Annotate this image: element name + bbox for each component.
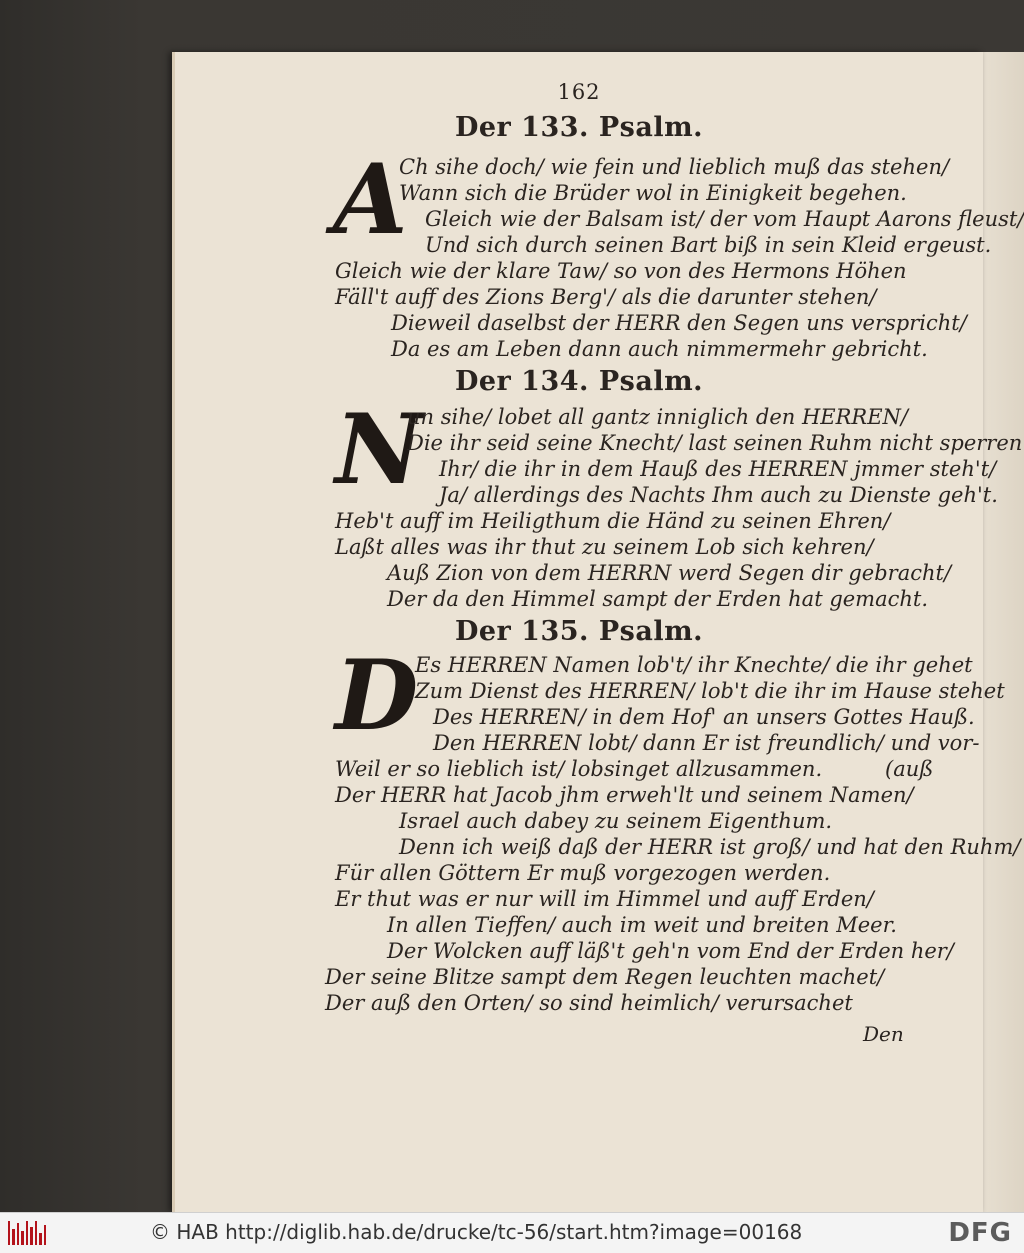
psalm-133-heading: Der 133. Psalm. (454, 112, 704, 143)
copyright-link[interactable]: © HAB http://diglib.hab.de/drucke/tc-56/start.htm?image=00168 (150, 1220, 803, 1244)
page-number: 162 (557, 80, 601, 104)
verse-line: In allen Tieffen/ auch im weit und breiten Meer. (387, 913, 897, 937)
verse-line: Gleich wie der klare Taw/ so von des Hermons Höhen (335, 259, 907, 283)
verse-line: Auß Zion von dem HERRN werd Segen dir gebracht/ (387, 561, 952, 585)
verse-line: un sihe/ lobet all gantz inniglich den HERREN/ (407, 405, 908, 429)
initial-d: D (335, 639, 419, 752)
verse-line: Ch sihe doch/ wie fein und lieblich muß das stehen/ (399, 155, 950, 179)
verse-line: Zum Dienst des HERREN/ lob't die ihr im Hause stehet (415, 679, 1005, 703)
verse-line: Der auß den Orten/ so sind heimlich/ verursachet (325, 991, 853, 1015)
verse-line: Da es am Leben dann auch nimmermehr gebricht. (391, 337, 928, 361)
verse-line: Den HERREN lobt/ dann Er ist freundlich/ und vor- (433, 731, 980, 755)
verse-line: Heb't auff im Heiligthum die Händ zu seinen Ehren/ (335, 509, 891, 533)
verse-line: Die ihr seid seine Knecht/ last seinen Ruhm nicht sperren (407, 431, 1023, 455)
initial-n: N (335, 393, 423, 506)
catchword: Den (863, 1022, 904, 1046)
verse-turnover: (auß (885, 757, 934, 781)
dfg-logo[interactable]: DFG (948, 1218, 1012, 1248)
verse-line: Wann sich die Brüder wol in Einigkeit begehen. (399, 181, 907, 205)
verse-line: Er thut was er nur will im Himmel und auff Erden/ (335, 887, 874, 911)
verse-line: Des HERREN/ in dem Hof' an unsers Gottes Hauß. (433, 705, 975, 729)
verse-line: Der Wolcken auff läß't geh'n vom End der Erden her/ (387, 939, 954, 963)
verse-line: Der HERR hat Jacob jhm erweh'lt und seinem Namen/ (335, 783, 914, 807)
verse-line: Fäll't auff des Zions Berg'/ als die darunter stehen/ (335, 285, 877, 309)
psalm-135-heading: Der 135. Psalm. (454, 616, 704, 647)
verse-line: Für allen Göttern Er muß vorgezogen werden. (335, 861, 831, 885)
psalm-134-heading: Der 134. Psalm. (454, 366, 704, 397)
hab-barcode-icon[interactable] (8, 1221, 46, 1245)
initial-a: A (333, 143, 408, 256)
viewer-footer (0, 1212, 1024, 1253)
verse-line: Israel auch dabey zu seinem Eigenthum. (399, 809, 833, 833)
verse-line: Ja/ allerdings des Nachts Ihm auch zu Dienste geh't. (439, 483, 998, 507)
verse-line: Und sich durch seinen Bart biß in sein Kleid ergeust. (425, 233, 992, 257)
verse-line: Laßt alles was ihr thut zu seinem Lob sich kehren/ (335, 535, 874, 559)
book-page (172, 52, 1024, 1212)
verse-line: Der seine Blitze sampt dem Regen leuchten machet/ (325, 965, 885, 989)
verse-line: Ihr/ die ihr in dem Hauß des HERREN jmmer steh't/ (439, 457, 997, 481)
verse-line: Dieweil daselbst der HERR den Segen uns verspricht/ (391, 311, 967, 335)
verse-line: Denn ich weiß daß der HERR ist groß/ und hat den Ruhm/ (399, 835, 1021, 859)
verse-line: Der da den Himmel sampt der Erden hat gemacht. (387, 587, 929, 611)
verse-line: Es HERREN Namen lob't/ ihr Knechte/ die ihr gehet (415, 653, 973, 677)
verse-line: Gleich wie der Balsam ist/ der vom Haupt Aarons fleust/ (425, 207, 1024, 231)
verse-line: Weil er so lieblich ist/ lobsinget allzusammen. (335, 757, 823, 781)
